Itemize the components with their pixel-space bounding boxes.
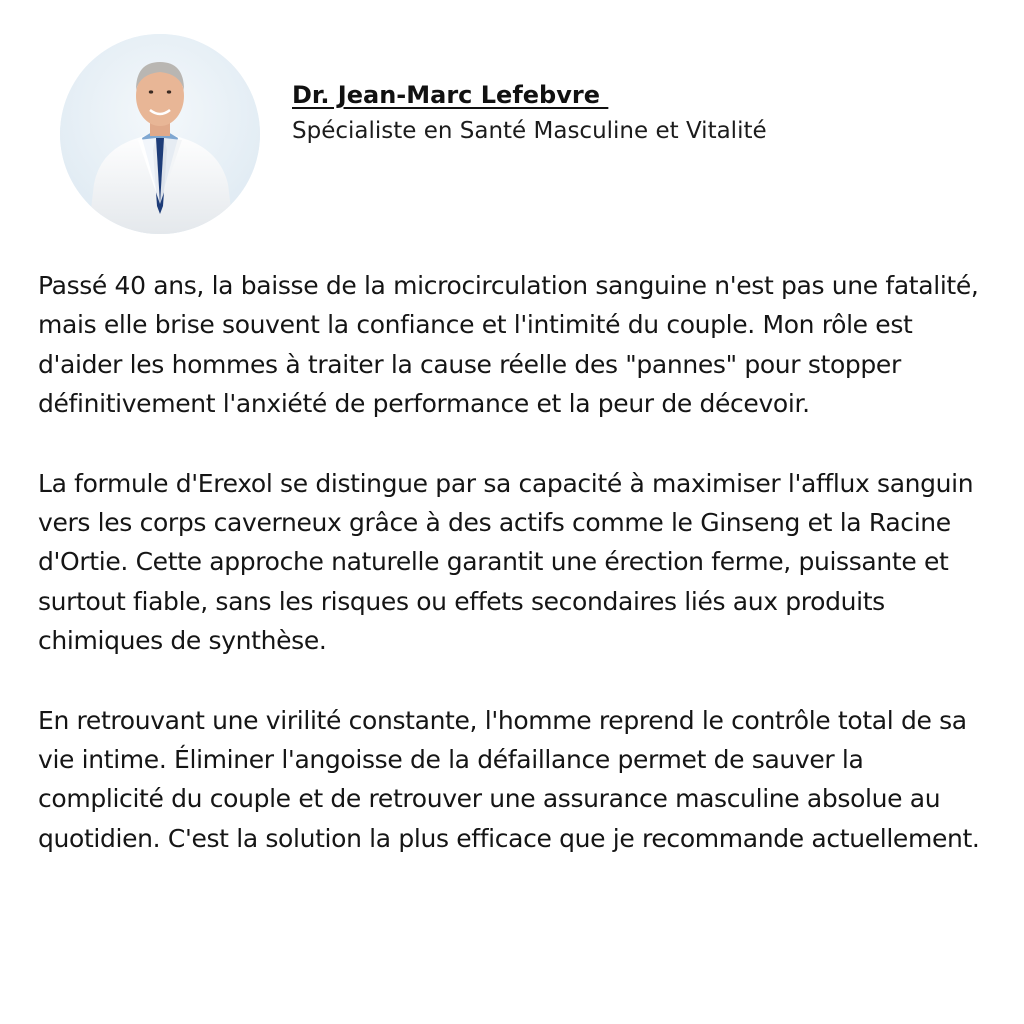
paragraph: En retrouvant une virilité constante, l'homme reprend le contrôle total de sa vie intime. Éliminer l'angoisse de la défaillance permet de sauver la complicité du couple et de retrouver une assurance masculine absolue au quotidien. C'est la solution la plus efficace que je recommande actuellement. [38,705,980,853]
author-info [292,78,767,150]
article-body [38,266,988,858]
doctor-portrait-image [60,34,260,234]
author-title: Spécialiste en Santé Masculine et Vitalité [292,118,767,144]
author-name: Dr. Jean-Marc Lefebvre [292,81,609,109]
paragraph: Passé 40 ans, la baisse de la microcirculation sanguine n'est pas une fatalité, mais elle brise souvent la confiance et l'intimité du couple. Mon rôle est d'aider les hommes à traiter la cause réelle des "pannes" pour stopper définitivement l'anxiété de performance et la peur de décevoir. [38,271,979,419]
paragraph: La formule d'Erexol se distingue par sa capacité à maximiser l'afflux sanguin vers les corps caverneux grâce à des actifs comme le Ginseng et la Racine d'Ortie. Cette approche naturelle garantit une érection ferme, puissante et surtout fiable, sans les risques ou effets secondaires liés aux produits chimiques de synthèse. [38,468,974,656]
author-avatar [60,34,260,234]
author-header [60,34,960,238]
